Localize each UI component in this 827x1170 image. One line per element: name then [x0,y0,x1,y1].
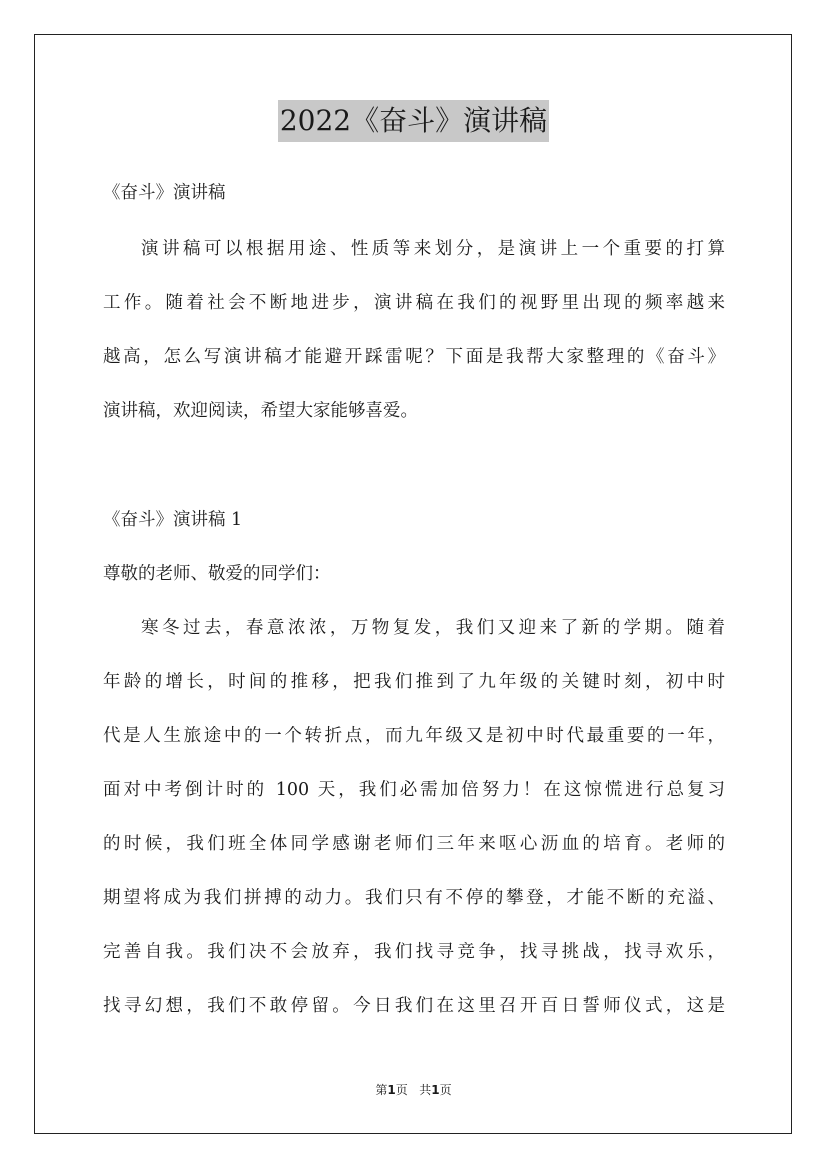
body-line-4: 面对中考倒计时的 100 天，我们必需加倍努力！在这惊慌进行总复习 [103,780,725,800]
body-line-3: 代是人生旅途中的一个转折点，而九年级又是初中时代最重要的一年， [103,726,725,746]
intro-line-2: 工作。随着社会不断地进步，演讲稿在我们的视野里出现的频率越来 [103,293,725,313]
document-title: 2022《奋斗》演讲稿 [278,100,549,142]
footer-total-label: 共 [419,1083,432,1097]
footer-total-number: 1 [431,1083,440,1097]
body-line-8: 找寻幻想，我们不敢停留。今日我们在这里召开百日誓师仪式，这是 [103,996,725,1016]
section1-heading: 《奋斗》演讲稿 1 [103,510,243,530]
footer-total-suffix: 页 [439,1083,452,1097]
intro-line-1: 演讲稿可以根据用途、性质等来划分，是演讲上一个重要的打算 [141,239,725,259]
intro-line-3: 越高，怎么写演讲稿才能避开踩雷呢？下面是我帮大家整理的《奋斗》 [103,347,725,367]
footer-page-suffix: 页 [395,1083,408,1097]
body-line-1: 寒冬过去，春意浓浓，万物复发，我们又迎来了新的学期。随着 [141,618,725,638]
footer-page-label: 第 [375,1083,388,1097]
greeting: 尊敬的老师、敬爱的同学们： [103,564,331,584]
body-line-7: 完善自我。我们决不会放弃，我们找寻竞争，找寻挑战，找寻欢乐， [103,942,725,962]
body-line-5: 的时候，我们班全体同学感谢老师们三年来呕心沥血的培育。老师的 [103,834,725,854]
intro-line-4: 演讲稿，欢迎阅读，希望大家能够喜爱。 [103,401,418,421]
page-footer [0,1082,827,1098]
subheading: 《奋斗》演讲稿 [103,183,226,203]
title-container [0,100,827,142]
body-line-6: 期望将成为我们拼搏的动力。我们只有不停的攀登，才能不断的充溢、 [103,888,725,908]
body-line-2: 年龄的增长，时间的推移，把我们推到了九年级的关键时刻，初中时 [103,672,725,692]
footer-page-number: 1 [387,1083,396,1097]
